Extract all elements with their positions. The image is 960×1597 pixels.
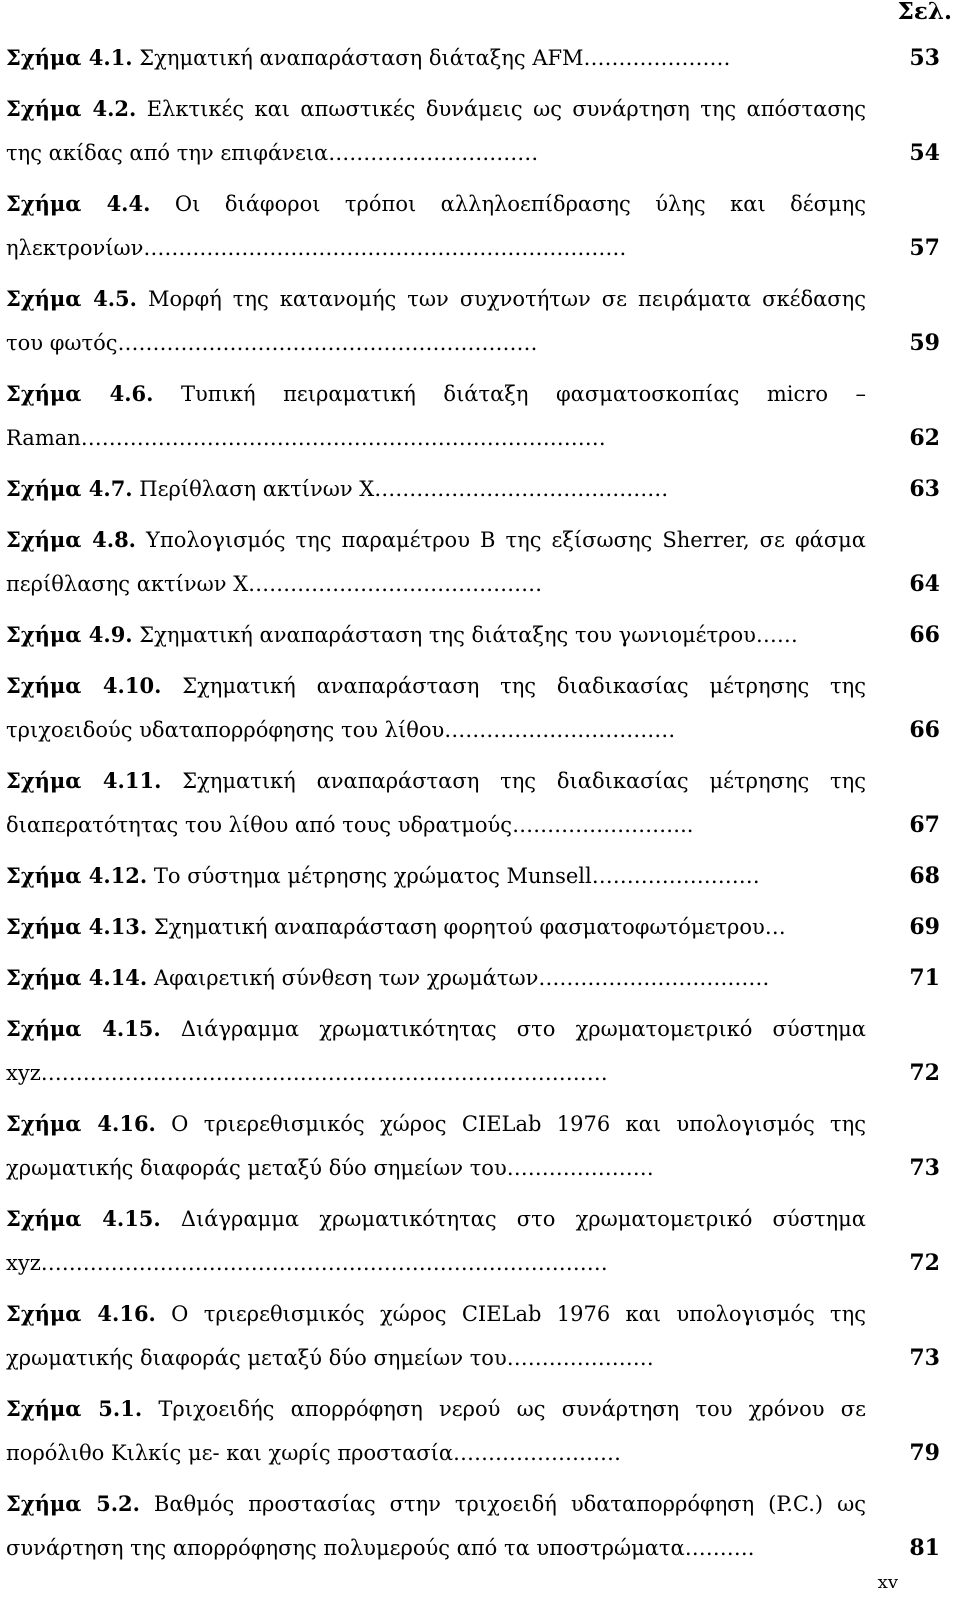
figure-caption: Τυπική πειραματική διάταξη φασματοσκοπίας micro – Raman………………………………………………………………… [6,382,866,450]
toc-page-number: 71 [909,965,940,991]
toc-entry[interactable] [6,372,954,460]
figure-label: Σχήμα 4.9. [6,622,133,647]
toc-entry[interactable] [6,1102,954,1190]
figure-caption: Αφαιρετική σύνθεση των χρωμάτων…………………………… [147,966,770,990]
figure-caption: Μορφή της κατανομής των συχνοτήτων σε πειράματα σκέδασης του φωτός…………………………………………………… [6,287,866,355]
toc-entry[interactable] [6,277,954,365]
figure-label: Σχήμα 4.6. [6,381,154,406]
toc-entry-title [6,759,866,847]
toc-entry[interactable] [6,1387,954,1475]
toc-page-number: 68 [909,863,940,889]
toc-entry-title [6,36,866,80]
figure-caption: Τριχοειδής απορρόφηση νερού ως συνάρτηση του χρόνου σε πορόλιθο Κιλκίς με- και χωρίς προστασία…………………… [6,1397,866,1465]
figure-caption: Ο τριερεθισμικός χώρος CIELab 1976 και υπολογισμός της χρωματικής διαφοράς μεταξύ δύο σημείων του………………… [6,1112,866,1180]
figure-caption: Ελκτικές και απωστικές δυνάμεις ως συνάρτηση της απόστασης της ακίδας από την επιφάνεια………………………… [6,97,866,165]
toc-page-number: 62 [909,425,940,451]
toc-entry-title [6,518,866,606]
toc-entry-title [6,854,866,898]
figure-label: Σχήμα 4.16. [6,1111,156,1136]
toc-page-number: 57 [909,235,940,261]
toc-entry-title [6,613,866,657]
toc-page-number: 79 [909,1440,940,1466]
toc-page-number: 81 [909,1535,940,1561]
toc-page-number: 72 [909,1060,940,1086]
toc-entry[interactable] [6,182,954,270]
toc-entry[interactable] [6,87,954,175]
toc-entry-title [6,277,866,365]
page-footer-number: xv [877,1572,898,1593]
toc-entry[interactable] [6,1007,954,1095]
toc-entry[interactable] [6,36,954,80]
figure-label: Σχήμα 4.1. [6,45,133,70]
toc-page-number: 67 [909,812,940,838]
toc-entry[interactable] [6,759,954,847]
toc-entry[interactable] [6,1292,954,1380]
toc-page-number: 64 [909,571,940,597]
figure-label: Σχήμα 5.2. [6,1491,140,1516]
toc-entry-title [6,1387,866,1475]
figure-caption: Σχηματική αναπαράσταση της διαδικασίας μέτρησης της τριχοειδούς υδαταπορρόφησης του λίθου…………………………… [6,674,866,742]
toc-page-number: 66 [909,622,940,648]
toc-entry[interactable] [6,1482,954,1570]
toc-entry-title [6,467,866,511]
figure-caption: Σχηματική αναπαράσταση της διαδικασίας μέτρησης της διαπερατότητας του λίθου από τους υδρατμούς…………………….. [6,769,866,837]
toc-page-number: 72 [909,1250,940,1276]
toc-entry-title [6,956,866,1000]
toc-page-number: 73 [909,1345,940,1371]
toc-page-number: 66 [909,717,940,743]
figure-caption: Διάγραμμα χρωματικότητας στο χρωματομετρικό σύστημα xyz……………………………………………………………………… [6,1207,866,1275]
figure-label: Σχήμα 4.16. [6,1301,156,1326]
figure-label: Σχήμα 4.2. [6,96,137,121]
toc-page-number: 59 [909,330,940,356]
figure-caption: Διάγραμμα χρωματικότητας στο χρωματομετρικό σύστημα xyz……………………………………………………………………… [6,1017,866,1085]
toc-entry[interactable] [6,1197,954,1285]
toc-entry[interactable] [6,467,954,511]
figure-caption: Οι διάφοροι τρόποι αλληλοεπίδρασης ύλης και δέσμης ηλεκτρονίων…………………………………………………………… [6,192,866,260]
toc-entry[interactable] [6,956,954,1000]
toc-page-number: 54 [909,140,940,166]
figure-caption: Σχηματική αναπαράσταση διάταξης AFM………………… [132,46,731,70]
figure-label: Σχήμα 4.14. [6,965,148,990]
toc-entry[interactable] [6,905,954,949]
toc-page-number: 53 [909,45,940,71]
figure-caption: Υπολογισμός της παραμέτρου Β της εξίσωσης Sherrer, σε φάσμα περίθλασης ακτίνων Χ…………………………………… [6,528,866,596]
page-column-heading: Σελ. [897,0,952,25]
toc-entry-title [6,905,866,949]
figure-label: Σχήμα 4.15. [6,1016,161,1041]
toc-entry-title [6,87,866,175]
toc-entry[interactable] [6,613,954,657]
figure-label: Σχήμα 4.13. [6,914,148,939]
toc-page-number: 63 [909,476,940,502]
toc-entry-title [6,664,866,752]
figure-label: Σχήμα 4.5. [6,286,137,311]
toc-entry-title [6,1292,866,1380]
toc-entry[interactable] [6,854,954,898]
toc-entry[interactable] [6,518,954,606]
figure-caption: Βαθμός προστασίας στην τριχοειδή υδαταπορρόφηση (P.C.) ως συνάρτηση της απορρόφησης πολυμερούς από τα υποστρώματα………. [6,1492,866,1560]
figure-label: Σχήμα 4.10. [6,673,162,698]
figure-label: Σχήμα 4.11. [6,768,162,793]
figure-label: Σχήμα 4.7. [6,476,133,501]
figure-label: Σχήμα 4.15. [6,1206,161,1231]
toc-page-number: 69 [909,914,940,940]
toc-entry-title [6,372,866,460]
figure-label: Σχήμα 4.12. [6,863,148,888]
figure-label: Σχήμα 5.1. [6,1396,143,1421]
toc-entry[interactable] [6,664,954,752]
figure-caption: Σχηματική αναπαράσταση φορητού φασματοφωτόμετρου… [147,915,786,939]
toc-page-number: 73 [909,1155,940,1181]
figure-caption: Περίθλαση ακτίνων Χ…………………………………… [132,477,669,501]
toc-entry-title [6,182,866,270]
toc-entry-title [6,1102,866,1190]
figure-caption: Το σύστημα μέτρησης χρώματος Munsell…………………… [147,864,760,888]
toc-entry-title [6,1197,866,1285]
toc-entry-title [6,1482,866,1570]
figure-caption: Σχηματική αναπαράσταση της διάταξης του γωνιομέτρου…… [132,623,798,647]
figure-label: Σχήμα 4.8. [6,527,136,552]
figure-list [6,36,954,1577]
figure-caption: Ο τριερεθισμικός χώρος CIELab 1976 και υπολογισμός της χρωματικής διαφοράς μεταξύ δύο σημείων του………………… [6,1302,866,1370]
figure-label: Σχήμα 4.4. [6,191,151,216]
toc-entry-title [6,1007,866,1095]
